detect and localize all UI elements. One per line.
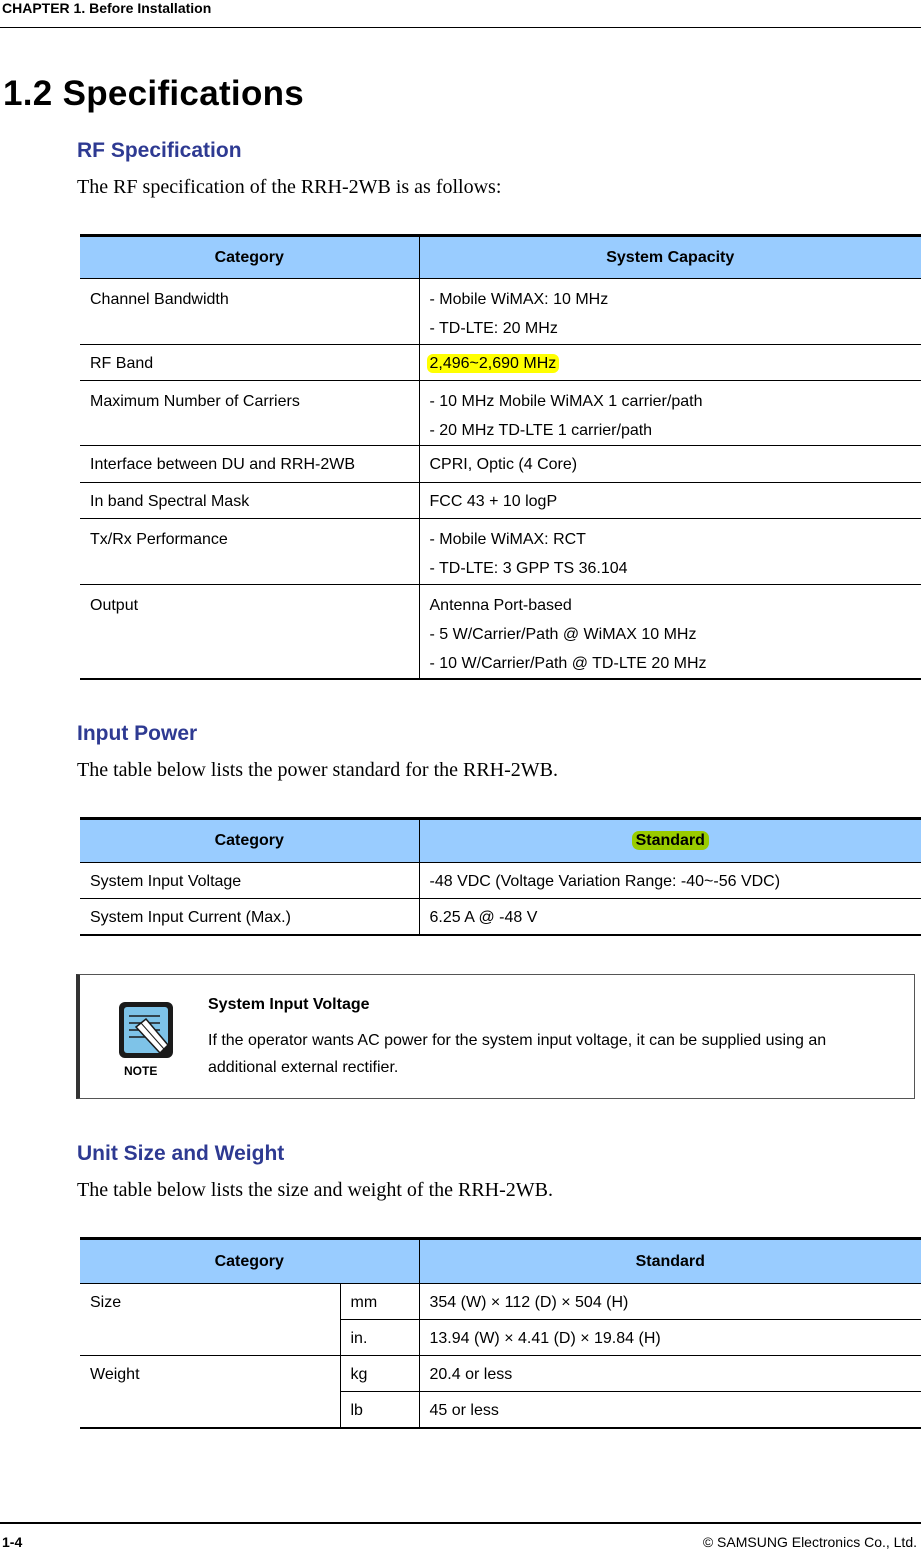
column-header-standard: Standard <box>419 1239 921 1284</box>
column-header-standard: Standard <box>632 831 709 850</box>
table-row <box>80 519 921 585</box>
row-category: System Input Current (Max.) <box>90 909 291 926</box>
table-row <box>80 863 921 899</box>
table-row <box>80 585 921 680</box>
row-unit: mm <box>350 1294 378 1311</box>
row-value: 354 (W) × 112 (D) × 504 (H) <box>429 1294 629 1311</box>
size-weight-table <box>80 1237 921 1429</box>
row-value-line: - Mobile WiMAX: RCT <box>429 531 586 548</box>
row-value-line: - 20 MHz TD-LTE 1 carrier/path <box>429 422 653 439</box>
rf-intro: The RF specification of the RRH-2WB is as follows: <box>77 176 502 198</box>
size-weight-section-title: Unit Size and Weight <box>77 1142 285 1165</box>
header-divider <box>0 27 921 28</box>
row-value-line: FCC 43 + 10 logP <box>429 493 558 510</box>
input-power-section-title: Input Power <box>77 722 198 745</box>
table-row <box>80 1284 921 1320</box>
row-category: Output <box>90 597 139 614</box>
row-unit: kg <box>350 1366 368 1383</box>
row-value-line: - 10 MHz Mobile WiMAX 1 carrier/path <box>429 393 703 410</box>
row-value-line: Antenna Port-based <box>429 597 572 614</box>
row-category: System Input Voltage <box>90 873 242 890</box>
row-category: Maximum Number of Carriers <box>90 393 300 410</box>
row-unit: lb <box>350 1402 363 1419</box>
column-header-category: Category <box>80 236 419 279</box>
size-weight-intro: The table below lists the size and weight of the RRH-2WB. <box>77 1179 554 1201</box>
row-value: 6.25 A @ -48 V <box>429 909 538 926</box>
table-row <box>80 1356 921 1392</box>
table-header-row <box>80 1239 921 1284</box>
footer-divider <box>0 1522 921 1524</box>
column-header-system-capacity: System Capacity <box>419 236 921 279</box>
note-body: If the operator wants AC power for the system input voltage, it can be supplied using an additional external rectifier. <box>208 1032 827 1076</box>
note-title: System Input Voltage <box>208 996 370 1013</box>
page-title: 1.2 Specifications <box>3 74 305 113</box>
table-header-row <box>80 819 921 863</box>
table-row <box>80 483 921 519</box>
row-category: Channel Bandwidth <box>90 291 229 308</box>
row-value-line: CPRI, Optic (4 Core) <box>429 456 578 473</box>
table-row <box>80 446 921 483</box>
table-header-row <box>80 236 921 279</box>
row-unit: in. <box>350 1330 368 1347</box>
row-category: Tx/Rx Performance <box>90 531 228 548</box>
note-pencil-icon <box>118 1001 174 1059</box>
row-value-line: - TD-LTE: 3 GPP TS 36.104 <box>429 560 628 577</box>
table-row <box>80 381 921 446</box>
note-box <box>76 974 915 1099</box>
row-value-line: - TD-LTE: 20 MHz <box>429 320 558 337</box>
row-value: 13.94 (W) × 4.41 (D) × 19.84 (H) <box>429 1330 661 1347</box>
row-value-line: - Mobile WiMAX: 10 MHz <box>429 291 609 308</box>
copyright: © SAMSUNG Electronics Co., Ltd. <box>702 1534 917 1550</box>
table-row <box>80 279 921 345</box>
table-row <box>80 899 921 935</box>
column-header-category: Category <box>80 1239 419 1284</box>
row-category: Weight <box>90 1366 140 1383</box>
rf-spec-table <box>80 234 921 680</box>
row-value: 45 or less <box>429 1402 499 1419</box>
row-value-line: - 10 W/Carrier/Path @ TD-LTE 20 MHz <box>429 655 707 672</box>
row-value: 20.4 or less <box>429 1366 513 1383</box>
row-category: Size <box>90 1294 122 1311</box>
highlighted-value: 2,496~2,690 MHz <box>427 354 560 373</box>
page-number: 1-4 <box>2 1534 23 1550</box>
column-header-category: Category <box>80 819 419 863</box>
input-power-table <box>80 817 921 936</box>
row-value-line: - 5 W/Carrier/Path @ WiMAX 10 MHz <box>429 626 697 643</box>
row-value: -48 VDC (Voltage Variation Range: -40~-56 VDC) <box>429 873 781 890</box>
row-category: RF Band <box>90 355 154 372</box>
row-category: Interface between DU and RRH-2WB <box>90 456 355 473</box>
table-row <box>80 345 921 381</box>
row-category: In band Spectral Mask <box>90 493 250 510</box>
rf-section-title: RF Specification <box>77 139 242 162</box>
input-power-intro: The table below lists the power standard for the RRH-2WB. <box>77 759 558 781</box>
chapter-header: CHAPTER 1. Before Installation <box>2 0 212 16</box>
note-label: NOTE <box>124 1064 158 1078</box>
